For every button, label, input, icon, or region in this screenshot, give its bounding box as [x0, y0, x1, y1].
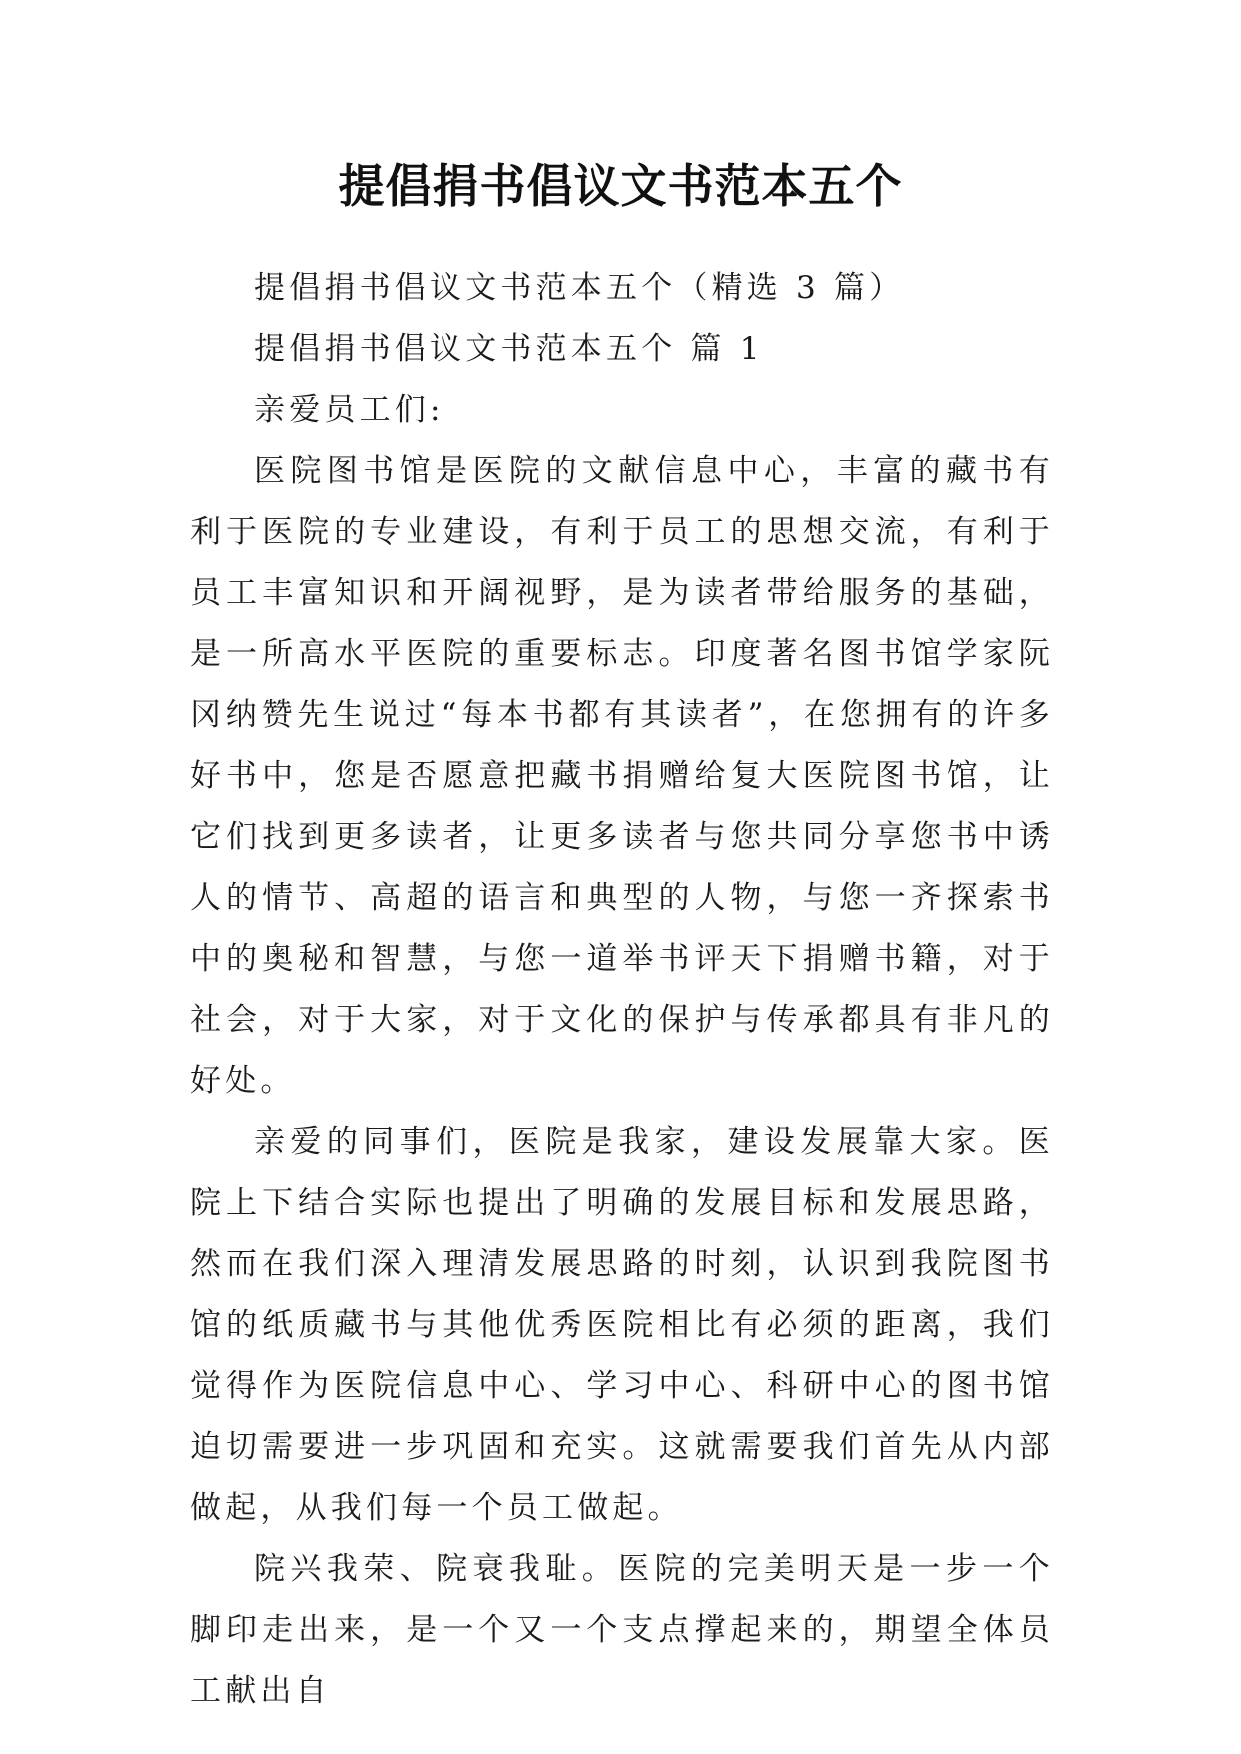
salutation: 亲爱员工们: — [254, 392, 445, 428]
subtitle-line: 提倡捐书倡议文书范本五个（精选 3 篇） — [254, 270, 905, 306]
document-body — [190, 258, 1054, 1722]
document-title: 提倡捐书倡议文书范本五个 — [338, 159, 903, 213]
section-heading: 提倡捐书倡议文书范本五个 篇 1 — [254, 331, 764, 367]
body-paragraph: 院兴我荣、院衰我耻。医院的完美明天是一步一个脚印走出来，是一个又一个支点撑起来的，期望全体员工献出自 — [190, 1551, 1054, 1709]
body-paragraph: 亲爱的同事们，医院是我家，建设发展靠大家。医院上下结合实际也提出了明确的发展目标和发展思路，然而在我们深入理清发展思路的时刻，认识到我院图书馆的纸质藏书与其他优秀医院相比有必须的距离，我们觉得作为医院信息中心、学习中心、科研中心的图书馆迫切需要进一步巩固和充实。这就需要我们首先从内部做起，从我们每一个员工做起。 — [190, 1124, 1054, 1526]
body-paragraph: 医院图书馆是医院的文献信息中心，丰富的藏书有利于医院的专业建设，有利于员工的思想交流，有利于员工丰富知识和开阔视野，是为读者带给服务的基础，是一所高水平医院的重要标志。印度著名图书馆学家阮冈纳赞先生说过“每本书都有其读者”，在您拥有的许多好书中，您是否愿意把藏书捐赠给复大医院图书馆，让它们找到更多读者，让更多读者与您共同分享您书中诱人的情节、高超的语言和典型的人物，与您一齐探索书中的奥秘和智慧，与您一道举书评天下捐赠书籍，对于社会，对于大家，对于文化的保护与传承都具有非凡的好处。 — [190, 453, 1054, 1099]
